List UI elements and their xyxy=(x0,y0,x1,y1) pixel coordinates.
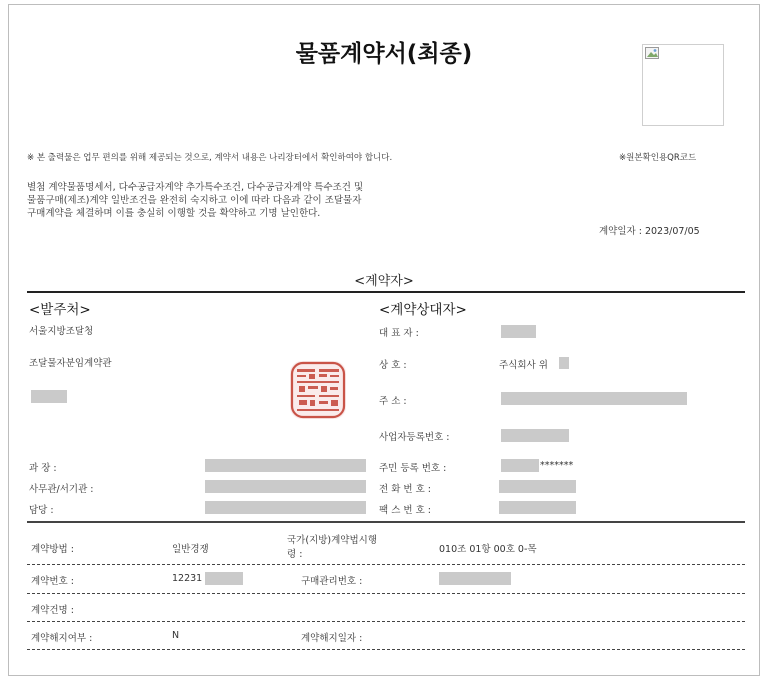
row-divider xyxy=(27,621,745,622)
contract-page xyxy=(8,4,760,676)
phone-label: 전 화 번 호 : xyxy=(379,484,431,495)
row-divider xyxy=(27,593,745,594)
redacted-fax xyxy=(499,501,576,514)
orderer-officer: 조달물자분임계약관 xyxy=(29,358,112,369)
number-value: 12231 xyxy=(172,573,203,584)
redacted-ceo xyxy=(501,325,536,338)
fax-label: 팩 스 번 호 : xyxy=(379,505,431,516)
contract-date: 계약일자 : 2023/07/05 xyxy=(599,226,700,237)
details-rule-top xyxy=(27,521,745,523)
row-divider xyxy=(27,649,745,650)
company-value: 주식회사 위 xyxy=(499,360,548,371)
biz-no-label: 사업자등록번호 : xyxy=(379,432,450,443)
intro-line-2: 물품구매(제조)계약 일반조건을 완전히 숙지하고 이에 따라 다음과 같이 조달물자 xyxy=(27,195,362,206)
staff-label: 담당 : xyxy=(29,505,54,516)
intro-line-1: 별첨 계약물품명세서, 다수공급자계약 추가특수조건, 다수공급자계약 특수조건 및 xyxy=(27,182,364,193)
official-seal-stamp xyxy=(287,358,349,422)
contract-name-label: 계약건명 : xyxy=(31,605,74,616)
broken-image-icon xyxy=(645,47,659,59)
cancel-label: 계약해지여부 : xyxy=(31,633,93,644)
redacted-manager xyxy=(205,459,366,472)
law-label-line-2: 령 : xyxy=(287,549,303,560)
law-value: 010조 01항 00호 0-목 xyxy=(439,544,537,555)
orderer-heading: <발주처> xyxy=(29,302,91,318)
redacted-company xyxy=(559,357,569,369)
section-rule-top xyxy=(27,291,745,293)
company-label: 상 호 : xyxy=(379,360,407,371)
redacted-orderer-name xyxy=(31,390,67,403)
redacted-biz-no xyxy=(501,429,569,442)
purchase-no-label: 구매관리번호 : xyxy=(301,576,363,587)
number-label: 계약번호 : xyxy=(31,576,74,587)
law-label-line-1: 국가(지방)계약법시행 xyxy=(287,535,378,546)
redacted-address xyxy=(501,392,687,405)
officer-label: 사무관/서기관 : xyxy=(29,484,94,495)
redacted-phone xyxy=(499,480,576,493)
row-divider xyxy=(27,564,745,565)
redacted-officer xyxy=(205,480,366,493)
resident-no-mask: ******* xyxy=(540,460,574,471)
redacted-purchase-no xyxy=(439,572,511,585)
notice-text: ※ 본 출력물은 업무 편의를 위해 제공되는 것으로, 계약서 내용은 나리장터에서 확인하여야 합니다. xyxy=(27,153,393,163)
redacted-staff xyxy=(205,501,366,514)
redacted-number xyxy=(205,572,243,585)
section-title-contractor: <계약자> xyxy=(354,274,414,289)
page-title: 물품계약서(최종) xyxy=(295,41,473,67)
address-label: 주 소 : xyxy=(379,396,407,407)
cancel-date-label: 계약해지일자 : xyxy=(301,633,363,644)
orderer-org: 서울지방조달청 xyxy=(29,326,94,337)
manager-label: 과 장 : xyxy=(29,463,57,474)
qr-label: ※원본확인용QR코드 xyxy=(619,153,697,163)
contractor-heading: <계약상대자> xyxy=(379,302,467,318)
ceo-label: 대 표 자 : xyxy=(379,328,419,339)
method-label: 계약방법 : xyxy=(31,544,74,555)
qr-code-box xyxy=(642,44,724,126)
cancel-value: N xyxy=(172,630,180,641)
intro-line-3: 구매계약을 체결하며 이를 충실히 이행할 것을 확약하고 기명 날인한다. xyxy=(27,208,321,219)
resident-no-label: 주민 등록 번호 : xyxy=(379,463,447,474)
redacted-resident-no xyxy=(501,459,539,472)
method-value: 일반경쟁 xyxy=(172,544,209,555)
